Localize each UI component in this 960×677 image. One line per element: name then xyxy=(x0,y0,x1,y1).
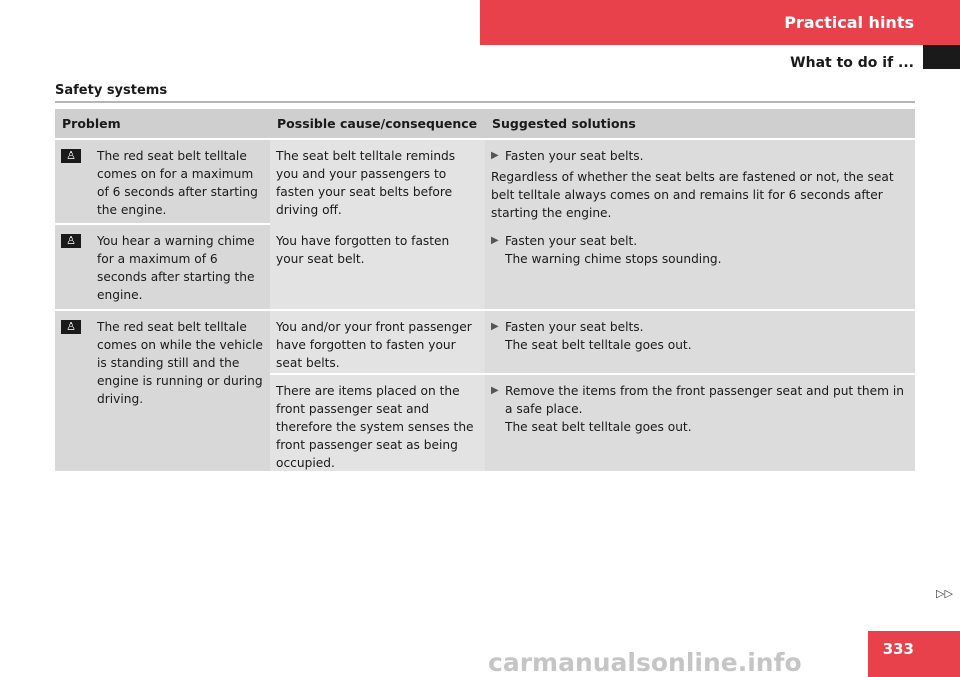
solution-note: The seat belt telltale goes out. xyxy=(505,420,692,434)
cause-solution-pair xyxy=(270,140,915,230)
problem-cell xyxy=(55,140,270,223)
problem-text: The red seat belt telltale comes on for a maximum of 6 seconds after starting the engine. xyxy=(97,149,258,217)
solution-step xyxy=(491,382,909,418)
table-header-row xyxy=(55,109,915,138)
solution-step-text: Remove the items from the front passenger seat and put them in a safe place. xyxy=(505,384,904,416)
title-divider xyxy=(55,101,915,103)
step-arrow-icon: ▶ xyxy=(491,235,499,246)
solution-cell xyxy=(485,140,915,230)
solution-step xyxy=(491,232,909,250)
cause-solution-pair xyxy=(270,311,915,373)
column-header-cause: Possible cause/consequence xyxy=(277,115,478,131)
solution-note: The seat belt telltale goes out. xyxy=(505,338,692,352)
step-arrow-icon: ▶ xyxy=(491,385,499,396)
solution-step xyxy=(491,318,909,336)
problem-cell xyxy=(55,311,270,471)
table-row xyxy=(55,311,915,471)
cause-solution-group xyxy=(270,311,915,471)
solution-step xyxy=(491,147,909,165)
cause-solution-group xyxy=(270,140,915,223)
solution-cell xyxy=(485,225,915,309)
solution-note: Regardless of whether the seat belts are fastened or not, the seat belt telltale always comes on and remains lit for 6 seconds after starting the engine. xyxy=(491,170,894,220)
seat-belt-telltale-icon: ♙ xyxy=(61,234,81,248)
chapter-title: What to do if ... xyxy=(790,55,914,71)
cause-solution-group xyxy=(270,225,915,309)
cause-text: There are items placed on the front passenger seat and therefore the system senses the front passenger seat as being occupied. xyxy=(270,375,485,471)
solution-cell xyxy=(485,375,915,471)
page-number: 333 xyxy=(882,640,914,658)
cause-text: The seat belt telltale reminds you and your passengers to fasten your seat belts before driving off. xyxy=(270,140,485,230)
solution-step-text: Fasten your seat belts. xyxy=(505,149,644,163)
solution-step-text: Fasten your seat belt. xyxy=(505,234,638,248)
cause-solution-pair xyxy=(270,375,915,471)
solution-cell xyxy=(485,311,915,373)
problem-cell xyxy=(55,225,270,309)
column-header-solutions: Suggested solutions xyxy=(492,115,636,131)
cause-solution-pair xyxy=(270,225,915,309)
problem-text: You hear a warning chime for a maximum of 6 seconds after starting the engine. xyxy=(97,234,255,302)
solution-note: The warning chime stops sounding. xyxy=(505,252,722,266)
cause-text: You and/or your front passenger have forgotten to fasten your seat belts. xyxy=(270,311,485,373)
column-header-problem: Problem xyxy=(62,115,121,131)
step-arrow-icon: ▶ xyxy=(491,321,499,332)
problem-text: The red seat belt telltale comes on while the vehicle is standing still and the engine is running or during driving. xyxy=(97,320,263,406)
safety-systems-table xyxy=(55,109,915,471)
seat-belt-telltale-icon: ♙ xyxy=(61,149,81,163)
table-row xyxy=(55,140,915,223)
watermark-text: carmanualsonline.info xyxy=(488,648,802,677)
seat-belt-telltale-icon: ♙ xyxy=(61,320,81,334)
continued-icon: ▷▷ xyxy=(936,587,953,600)
section-title: Practical hints xyxy=(784,13,914,32)
thumb-tab xyxy=(923,45,960,69)
table-row xyxy=(55,225,915,309)
solution-step-text: Fasten your seat belts. xyxy=(505,320,644,334)
cause-text: You have forgotten to fasten your seat belt. xyxy=(270,225,485,309)
step-arrow-icon: ▶ xyxy=(491,150,499,161)
block-title: Safety systems xyxy=(55,83,168,98)
